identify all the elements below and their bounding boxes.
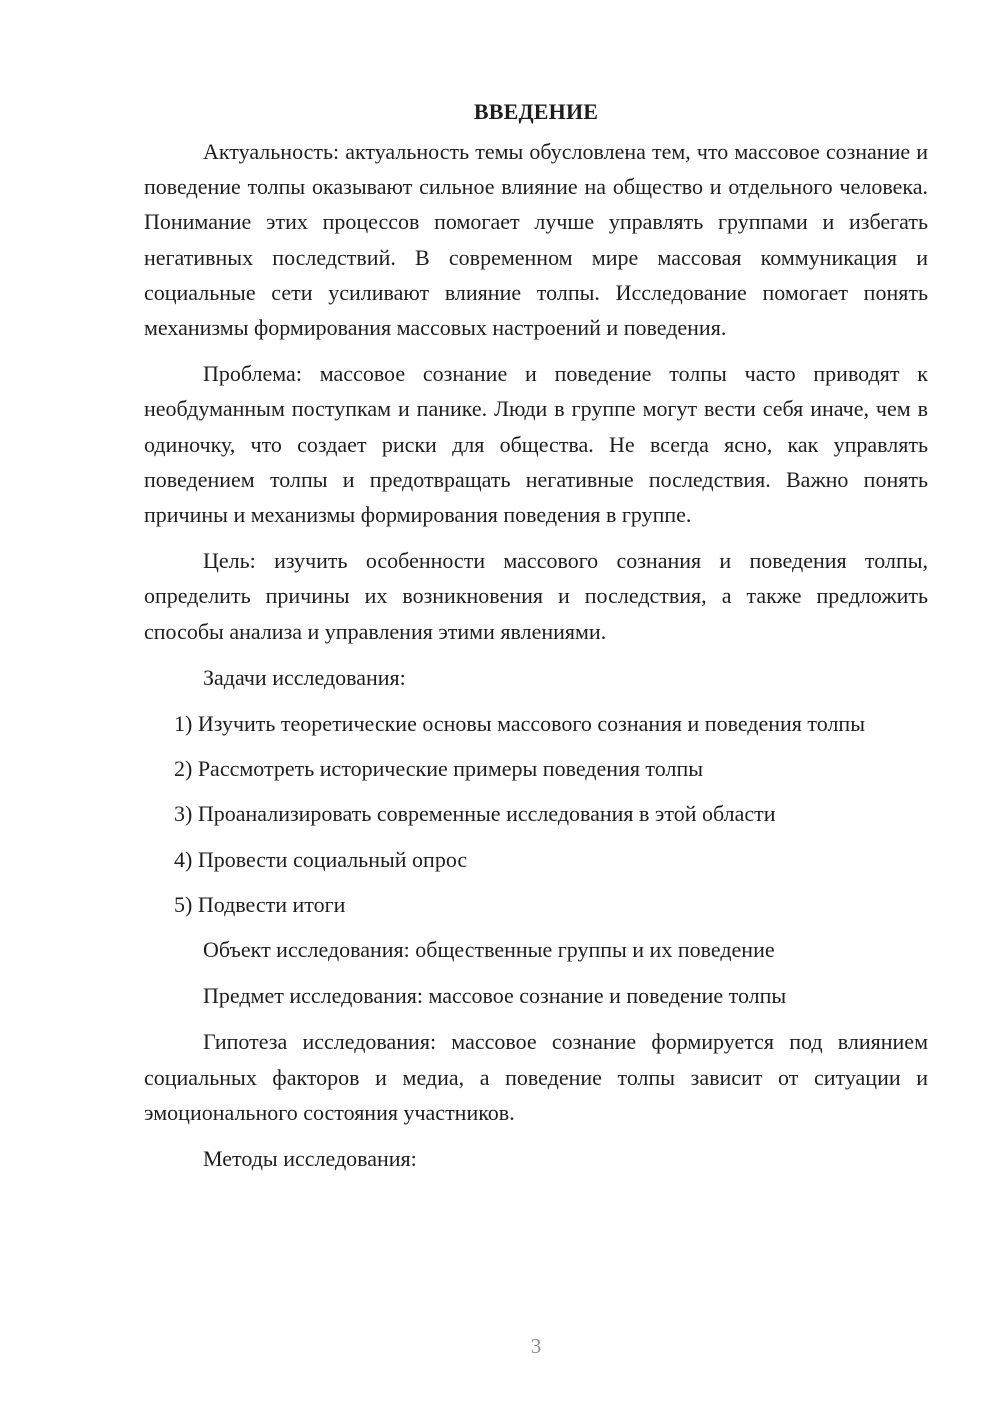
section-heading: ВВЕДЕНИЕ: [473, 99, 599, 124]
relevance-paragraph: Актуальность: актуальность темы обусловлена тем, что массовое сознание и поведение толпы оказывают сильное влияние на общество и отдельного человека. Понимание этих процессов помогает лучше управлять группами и избегать негативных последствий. В современном мире массовая коммуникация и социальные сети усиливают влияние толпы. Исследование помогает понять механизмы формирования массовых настроений и поведения.: [144, 139, 928, 341]
hypothesis-paragraph: Гипотеза исследования: массовое сознание формируется под влиянием социальных факторов и медиа, а поведение толпы зависит от ситуации и эмоционального состояния участников.: [144, 1029, 928, 1125]
page-number: 3: [530, 1334, 542, 1358]
task-item-3: 3) Проанализировать современные исследования в этой области: [174, 801, 776, 827]
task-item-5: 5) Подвести итоги: [174, 891, 346, 917]
problem-paragraph: Проблема: массовое сознание и поведение толпы часто приводят к необдуманным поступкам и панике. Люди в группе могут вести себя иначе, чем в одиночку, что создает риски для общества. Не всегда ясно, как управлять поведением толпы и предотвращать негативные последствия. Важно понять причины и механизмы формирования поведения в группе.: [144, 361, 928, 528]
methods-title: Методы исследования:: [203, 1146, 417, 1172]
goal-paragraph: Цель: изучить особенности массового сознания и поведения толпы, определить причины их возникновения и последствия, а также предложить способы анализа и управления этими явлениями.: [144, 548, 928, 644]
page-content: [144, 94, 928, 1187]
task-item-4: 4) Провести социальный опрос: [174, 846, 468, 872]
subject-paragraph: Предмет исследования: массовое сознание и поведение толпы: [203, 983, 787, 1009]
object-paragraph: Объект исследования: общественные группы и их поведение: [203, 937, 775, 963]
tasks-title: Задачи исследования:: [203, 664, 406, 690]
task-item-2: 2) Рассмотреть исторические примеры поведения толпы: [174, 756, 703, 782]
task-item-1: 1) Изучить теоретические основы массового сознания и поведения толпы: [174, 711, 865, 737]
